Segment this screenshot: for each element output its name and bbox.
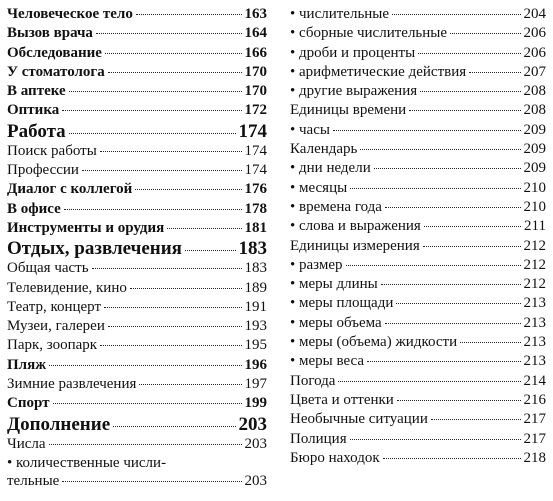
toc-page-number: 176 bbox=[244, 181, 267, 198]
dot-leader bbox=[100, 345, 241, 346]
toc-left-column bbox=[7, 5, 267, 490]
toc-entry-label: Пляж bbox=[7, 356, 47, 373]
toc-page-number: 183 bbox=[244, 260, 267, 277]
toc-entry-label: Парк, зоопарк bbox=[7, 337, 98, 354]
toc-entry bbox=[7, 435, 267, 454]
toc-entry bbox=[7, 219, 267, 238]
dot-leader bbox=[92, 268, 242, 269]
toc-entry-label: • количественные числи- bbox=[7, 454, 167, 471]
toc-entry bbox=[290, 198, 546, 217]
toc-entry-label: Полиция bbox=[290, 430, 347, 447]
toc-entry bbox=[7, 298, 267, 317]
toc-entry-label: Оптика bbox=[7, 102, 60, 119]
toc-page-number: 217 bbox=[523, 411, 546, 428]
dot-leader bbox=[136, 14, 242, 15]
toc-left-list bbox=[7, 5, 267, 454]
toc-page-number: 170 bbox=[244, 63, 267, 80]
toc-entry-label: Погода bbox=[290, 372, 336, 389]
toc-entry bbox=[290, 179, 546, 198]
toc-page-number: 189 bbox=[244, 279, 267, 296]
toc-entry-label: • часы bbox=[290, 121, 330, 138]
dot-leader bbox=[360, 149, 520, 150]
toc-entry bbox=[290, 5, 546, 24]
toc-page-number: 207 bbox=[523, 63, 546, 80]
toc-entry bbox=[290, 217, 546, 236]
toc-page-number: 178 bbox=[244, 200, 267, 217]
dot-leader bbox=[350, 188, 520, 189]
dot-leader bbox=[346, 265, 521, 266]
toc-entry-label: Числа bbox=[7, 435, 46, 452]
toc-page-number: 191 bbox=[244, 298, 267, 315]
toc-page-number: 183 bbox=[238, 238, 267, 260]
toc-entry-label: Спорт bbox=[7, 395, 50, 412]
toc-page-number: 210 bbox=[523, 179, 546, 196]
toc-entry-label: У стоматолога bbox=[7, 63, 105, 80]
toc-page-number: 196 bbox=[244, 356, 267, 373]
toc-page-number: 211 bbox=[524, 218, 546, 235]
toc-page-number: 172 bbox=[244, 102, 267, 119]
toc-wrapped-entry-line2 bbox=[7, 473, 267, 490]
dot-leader bbox=[64, 209, 242, 210]
toc-page-number: 213 bbox=[523, 314, 546, 331]
dot-leader bbox=[460, 342, 520, 343]
toc-entry-label: В офисе bbox=[7, 200, 61, 217]
dot-leader bbox=[82, 170, 242, 171]
dot-leader bbox=[385, 207, 521, 208]
toc-entry bbox=[7, 279, 267, 298]
toc-entry-label: Цвета и оттенки bbox=[290, 391, 394, 408]
dot-leader bbox=[49, 444, 242, 445]
toc-entry-label: • меры объема bbox=[290, 314, 382, 331]
toc-page-number: 208 bbox=[523, 102, 546, 119]
toc-entry bbox=[290, 294, 546, 313]
toc-page-number: 217 bbox=[523, 430, 546, 447]
toc-page-number: 209 bbox=[523, 160, 546, 177]
toc-entry-label: Единицы времени bbox=[290, 102, 407, 119]
toc-page-number: 174 bbox=[244, 162, 267, 179]
dot-leader bbox=[100, 151, 242, 152]
dot-leader bbox=[185, 250, 236, 251]
toc-page-number: 210 bbox=[523, 198, 546, 215]
toc-page-number: 197 bbox=[244, 376, 267, 393]
toc-entry bbox=[290, 63, 546, 82]
toc-page-number: 212 bbox=[523, 256, 546, 273]
toc-entry-label: В аптеке bbox=[7, 83, 66, 100]
toc-entry-label: • меры площади bbox=[290, 295, 394, 312]
toc-page-number: 199 bbox=[244, 395, 267, 412]
dot-leader bbox=[383, 458, 521, 459]
toc-entry bbox=[7, 180, 267, 199]
toc-page-number: 213 bbox=[523, 295, 546, 312]
toc-entry-label: Единицы измерения bbox=[290, 237, 420, 254]
dot-leader bbox=[167, 228, 241, 229]
dot-leader bbox=[423, 246, 521, 247]
toc-page-number: 203 bbox=[244, 435, 267, 452]
toc-page-number: 204 bbox=[523, 6, 546, 22]
toc-entry-label: Телевидение, кино bbox=[7, 279, 127, 296]
dot-leader bbox=[396, 303, 520, 304]
toc-entry bbox=[7, 200, 267, 219]
toc-right-column bbox=[290, 5, 546, 468]
dot-leader bbox=[338, 381, 520, 382]
toc-entry-label: • числительные bbox=[290, 6, 390, 22]
dot-leader bbox=[424, 226, 521, 227]
toc-page-number: 206 bbox=[523, 44, 546, 61]
toc-entry-label: • меры (объема) жидкости bbox=[290, 334, 458, 351]
toc-entry-label: Необычные ситуации bbox=[290, 411, 428, 428]
dot-leader bbox=[409, 110, 520, 111]
table-of-contents bbox=[0, 5, 553, 499]
toc-entry bbox=[290, 430, 546, 449]
toc-page-number: 166 bbox=[244, 44, 267, 61]
toc-entry-label: Поиск работы bbox=[7, 142, 97, 159]
toc-entry-label: тельные bbox=[7, 472, 60, 489]
dot-leader bbox=[450, 33, 520, 34]
dot-leader bbox=[431, 419, 521, 420]
toc-entry bbox=[290, 372, 546, 391]
toc-page-number: 170 bbox=[244, 83, 267, 100]
toc-entry bbox=[7, 161, 267, 180]
toc-entry-label: Бюро находок bbox=[290, 449, 380, 466]
dot-leader bbox=[108, 72, 242, 73]
dot-leader bbox=[420, 91, 520, 92]
toc-entry-label: Работа bbox=[7, 120, 66, 142]
toc-entry bbox=[290, 410, 546, 429]
toc-page-number: 193 bbox=[244, 318, 267, 335]
toc-entry-label: • слова и выражения bbox=[290, 218, 421, 235]
toc-entry bbox=[7, 375, 267, 394]
toc-page-number: 163 bbox=[244, 6, 267, 22]
dot-leader bbox=[135, 189, 241, 190]
toc-page-number: 164 bbox=[244, 25, 267, 42]
dot-leader bbox=[113, 426, 235, 427]
dot-leader bbox=[108, 326, 242, 327]
toc-entry-label: Диалог с коллегой bbox=[7, 181, 133, 198]
toc-entry bbox=[7, 317, 267, 336]
dot-leader bbox=[350, 439, 521, 440]
toc-entry-label: • сборные числительные bbox=[290, 25, 448, 42]
toc-entry-label: Инструменты и орудия bbox=[7, 219, 165, 236]
toc-entry-label: Обследование bbox=[7, 44, 102, 61]
dot-leader bbox=[397, 400, 521, 401]
toc-entry-label: Календарь bbox=[290, 141, 358, 158]
toc-page-number: 212 bbox=[523, 237, 546, 254]
toc-page-number: 212 bbox=[523, 276, 546, 293]
toc-page-number: 195 bbox=[244, 337, 267, 354]
dot-leader bbox=[96, 33, 242, 34]
dot-leader bbox=[333, 130, 521, 131]
toc-entry bbox=[290, 24, 546, 43]
toc-entry bbox=[7, 336, 267, 355]
toc-page-number: 174 bbox=[238, 120, 267, 142]
toc-wrapped-entry-line1 bbox=[7, 454, 267, 473]
toc-entry bbox=[290, 121, 546, 140]
toc-entry bbox=[7, 259, 267, 278]
toc-entry-label: • времена года bbox=[290, 198, 382, 215]
toc-entry bbox=[7, 142, 267, 161]
toc-entry bbox=[290, 275, 546, 294]
dot-leader bbox=[374, 168, 521, 169]
dot-leader bbox=[49, 365, 241, 366]
toc-entry bbox=[7, 5, 267, 24]
toc-entry bbox=[290, 82, 546, 101]
dot-leader bbox=[105, 53, 242, 54]
toc-entry bbox=[290, 333, 546, 352]
toc-entry-label: Человеческое тело bbox=[7, 6, 133, 22]
toc-page-number: 206 bbox=[523, 25, 546, 42]
toc-page-number: 209 bbox=[523, 121, 546, 138]
toc-entry bbox=[7, 24, 267, 43]
dot-leader bbox=[139, 384, 241, 385]
toc-entry bbox=[290, 352, 546, 371]
toc-entry bbox=[290, 159, 546, 178]
dot-leader bbox=[53, 403, 242, 404]
toc-entry-label: Музеи, галереи bbox=[7, 318, 105, 335]
toc-entry-label: • месяцы bbox=[290, 179, 348, 196]
toc-entry-label: • меры веса bbox=[290, 353, 365, 370]
toc-entry bbox=[290, 256, 546, 275]
toc-page-number: 213 bbox=[523, 334, 546, 351]
toc-right-list bbox=[290, 5, 546, 468]
toc-page-number: 213 bbox=[523, 353, 546, 370]
toc-entry-label: Профессии bbox=[7, 162, 79, 179]
toc-entry-label: • другие выражения bbox=[290, 83, 418, 100]
toc-entry bbox=[7, 63, 267, 82]
toc-entry bbox=[290, 140, 546, 159]
toc-page-number: 214 bbox=[523, 372, 546, 389]
toc-entry bbox=[290, 314, 546, 333]
toc-entry bbox=[290, 449, 546, 468]
toc-section-heading bbox=[7, 414, 267, 435]
dot-leader bbox=[392, 14, 520, 15]
toc-entry bbox=[7, 82, 267, 101]
toc-entry-label: Театр, концерт bbox=[7, 298, 102, 315]
toc-entry-label: Дополнение bbox=[7, 413, 111, 435]
toc-entry-label: Отдых, развлечения bbox=[7, 238, 182, 260]
toc-page-number: 181 bbox=[244, 219, 267, 236]
toc-entry bbox=[290, 101, 546, 120]
toc-entry-label: Зимние развлечения bbox=[7, 376, 137, 393]
toc-entry bbox=[290, 44, 546, 63]
dot-leader bbox=[385, 323, 521, 324]
toc-entry bbox=[290, 391, 546, 410]
toc-entry-label: • арифметические действия bbox=[290, 63, 467, 80]
toc-entry-label: • дни недели bbox=[290, 160, 371, 177]
dot-leader bbox=[104, 307, 241, 308]
dot-leader bbox=[62, 110, 241, 111]
toc-entry bbox=[7, 44, 267, 63]
dot-leader bbox=[367, 361, 520, 362]
toc-page-number: 218 bbox=[523, 449, 546, 466]
toc-page-number: 203 bbox=[244, 472, 267, 489]
toc-entry bbox=[7, 394, 267, 413]
dot-leader bbox=[130, 288, 242, 289]
toc-entry bbox=[7, 101, 267, 120]
toc-page-number: 174 bbox=[244, 142, 267, 159]
dot-leader bbox=[69, 133, 236, 134]
dot-leader bbox=[418, 53, 520, 54]
toc-entry-label: • дроби и проценты bbox=[290, 44, 416, 61]
toc-entry bbox=[290, 237, 546, 256]
toc-entry-label: • размер bbox=[290, 256, 343, 273]
dot-leader bbox=[69, 91, 242, 92]
dot-leader bbox=[381, 284, 521, 285]
dot-leader bbox=[62, 481, 241, 482]
toc-page-number: 208 bbox=[523, 83, 546, 100]
toc-page-number: 216 bbox=[523, 391, 546, 408]
toc-section-heading bbox=[7, 238, 267, 259]
toc-entry-label: • меры длины bbox=[290, 276, 378, 293]
dot-leader bbox=[469, 72, 520, 73]
toc-page-number: 209 bbox=[523, 141, 546, 158]
toc-entry-label: Общая часть bbox=[7, 260, 89, 277]
toc-section-heading bbox=[7, 121, 267, 142]
toc-entry bbox=[7, 356, 267, 375]
toc-entry-label: Вызов врача bbox=[7, 25, 93, 42]
toc-page-number: 203 bbox=[238, 413, 267, 435]
